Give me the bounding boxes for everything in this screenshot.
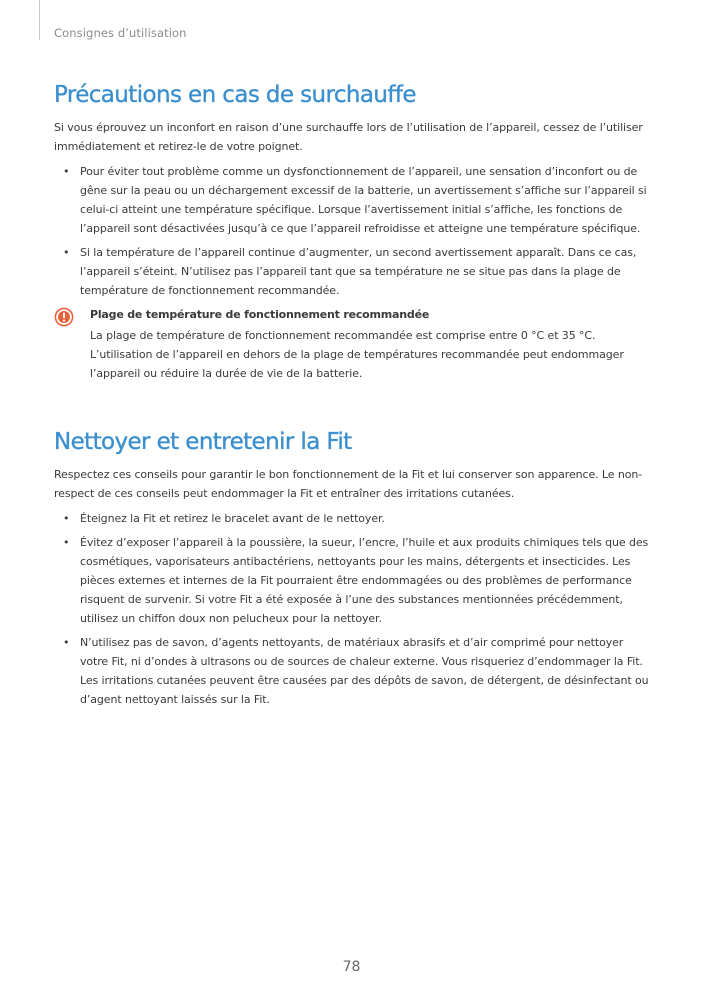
list-item: • N’utilisez pas de savon, d’agents nettoyants, de matériaux abrasifs et d’air comprimé pour nettoyer votre Fit, ni d’ondes à ultrasons ou de sources de chaleur externe. Vous risqueriez d’endommager la Fit. Les irritations cutanées peuvent être causées par des dépôts de savon, de détergent, de désinfectant ou d’agent nettoyant laissés sur la Fit. (54, 633, 654, 709)
bullet-list (54, 509, 654, 709)
bullet-icon: • (63, 536, 70, 549)
note-title: Plage de température de fonctionnement recommandée (90, 308, 430, 321)
note-text: La plage de température de fonctionnement recommandée est comprise entre 0 °C et 35 °C. L’utilisation de l’appareil en dehors de la plage de températures recommandée peut endommager l’appareil ou réduire la durée de vie de la batterie. (90, 329, 624, 380)
header-divider (39, 0, 40, 40)
bullet-icon: • (63, 636, 70, 649)
page-number: 78 (342, 959, 361, 975)
section-overheating (54, 82, 654, 383)
caution-icon (54, 307, 74, 327)
list-item: • Si la température de l’appareil continue d’augmenter, un second avertissement apparaît. Dans ce cas, l’appareil s’éteint. N’utilisez pas l’appareil tant que sa température ne se situe pas dans la plage de température de fonctionnement recommandée. (54, 243, 654, 300)
bullet-icon: • (63, 246, 70, 259)
section-title-overheating: Précautions en cas de surchauffe (54, 82, 416, 108)
page-content (54, 82, 654, 714)
section-intro: Si vous éprouvez un inconfort en raison d’une surchauffe lors de l’utilisation de l’appareil, cessez de l’utiliser immédiatement et retirez-le de votre poignet. (54, 121, 643, 153)
bullet-icon: • (63, 165, 70, 178)
bullet-list (54, 162, 654, 300)
section-intro: Respectez ces conseils pour garantir le bon fonctionnement de la Fit et lui conserver son apparence. Le non-respect de ces conseils peut endommager la Fit et entraîner des irritations cutanées. (54, 468, 643, 500)
list-item: • Pour éviter tout problème comme un dysfonctionnement de l’appareil, une sensation d’inconfort ou de gêne sur la peau ou un déchargement excessif de la batterie, un avertissement s’affiche sur l’appareil si celui-ci atteint une température spécifique. Lorsque l’avertissement initial s’affiche, les fonctions de l’appareil sont désactivées jusqu’à ce que l’appareil refroidisse et atteigne une température spécifique. (54, 162, 654, 238)
bullet-icon: • (63, 512, 70, 525)
list-item: • Éteignez la Fit et retirez le bracelet avant de le nettoyer. (54, 509, 654, 528)
caution-note (54, 305, 654, 383)
section-title-cleaning: Nettoyer et entretenir la Fit (54, 429, 352, 455)
list-item: • Évitez d’exposer l’appareil à la poussière, la sueur, l’encre, l’huile et aux produits chimiques tels que des cosmétiques, vaporisateurs antibactériens, nettoyants pour les mains, détergents et insecticides. Les pièces externes et internes de la Fit pourraient être endommagées ou des problèmes de performance risquent de survenir. Si votre Fit a été exposée à l’une des substances mentionnées précédemment, utilisez un chiffon doux non pelucheux pour la nettoyer. (54, 533, 654, 628)
running-header: Consignes d’utilisation (54, 26, 187, 40)
section-cleaning (54, 429, 654, 709)
